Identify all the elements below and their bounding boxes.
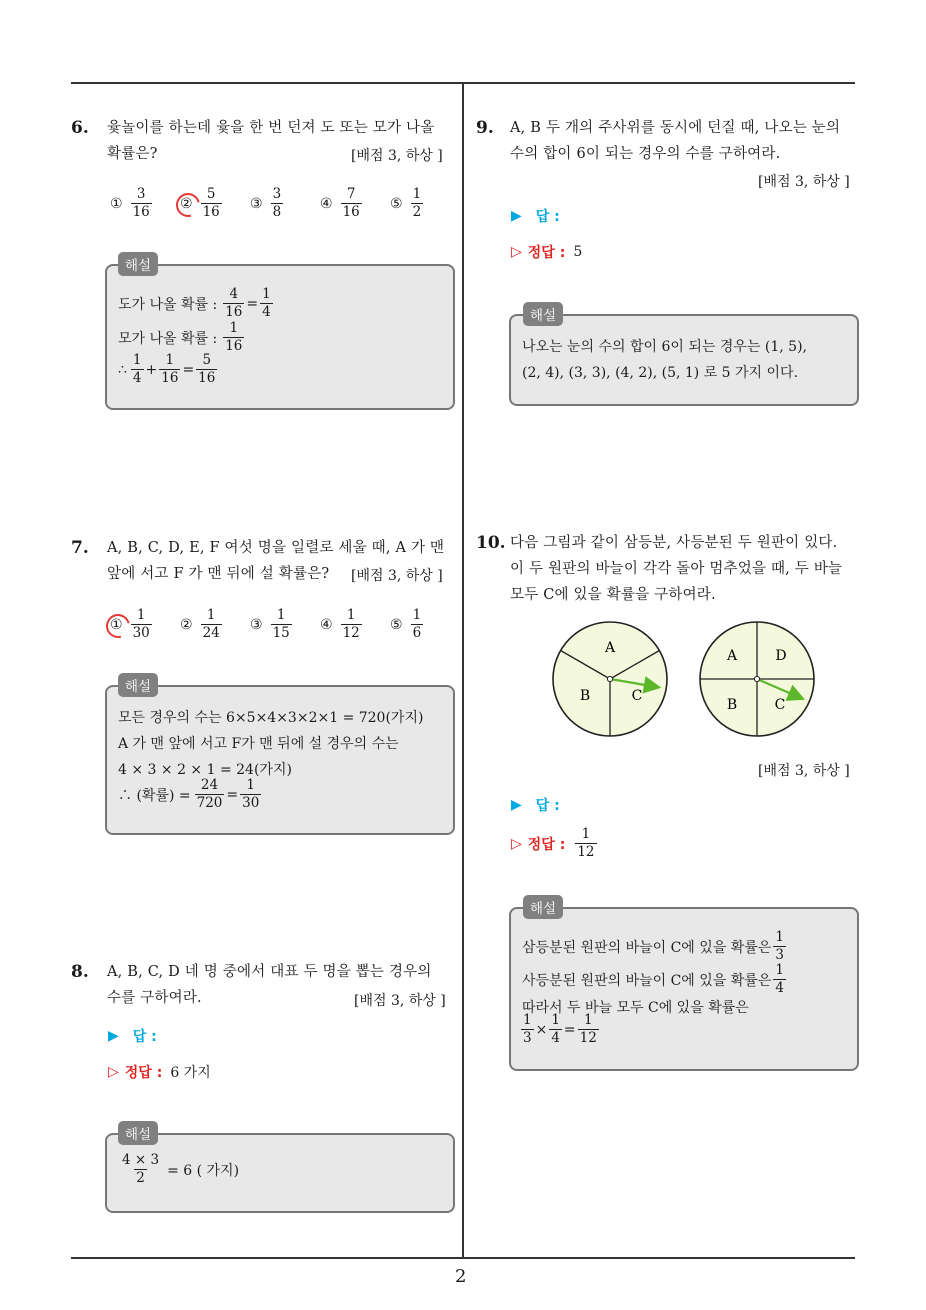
sector-label: C <box>774 697 786 713</box>
question-text: 모두 C에 있을 확률을 구하여라. <box>510 587 716 603</box>
choice-5[interactable]: ⑤ $\frac{1}{2}$ <box>390 186 422 220</box>
explanation-line: 모가 나올 확률 : $\frac{1}{16}$ <box>118 320 243 354</box>
explanation-tag: 해설 <box>523 302 563 326</box>
explanation-line: 4 × 3 × 2 × 1 = 24(가지) <box>118 762 292 778</box>
sector-label: D <box>775 648 787 664</box>
question-text: A, B, C, D 네 명 중에서 대표 두 명을 뽑는 경우의 <box>107 964 432 980</box>
question-text: 이 두 원판의 바늘이 각각 돌아 멈추었을 때, 두 바늘 <box>510 561 843 577</box>
play-outline-icon: ▷ <box>511 835 522 852</box>
question-text: 수의 합이 6이 되는 경우의 수를 구하여라. <box>510 146 781 162</box>
score-label: [배점 3, 하상 ] <box>758 174 850 190</box>
explanation-tag: 해설 <box>118 252 158 276</box>
sector-label: B <box>726 697 738 713</box>
answer-field[interactable]: ▶ 답 : <box>511 208 560 225</box>
score-label: [배점 3, 하상 ] <box>351 148 443 164</box>
play-outline-icon: ▷ <box>108 1064 119 1080</box>
sector-label: A <box>604 640 616 656</box>
question-number: 7. <box>71 538 89 558</box>
answer-field[interactable]: ▶ 답 : <box>108 1028 157 1045</box>
play-icon: ▶ <box>108 1028 119 1044</box>
question-number: 10. <box>476 533 506 553</box>
column-divider <box>462 84 464 1258</box>
choice-1[interactable]: ① $\frac{1}{30}$ <box>110 607 150 641</box>
choice-2[interactable]: ② $\frac{5}{16}$ <box>180 186 220 220</box>
correct-answer: ▷ 정답 : $\frac{1}{12}$ <box>511 826 595 860</box>
play-outline-icon: ▷ <box>511 244 522 260</box>
explanation-line: (2, 4), (3, 3), (4, 2), (5, 1) 로 5 가지 이다. <box>522 365 799 381</box>
play-icon: ▶ <box>511 208 522 224</box>
explanation-line: A 가 맨 앞에 서고 F가 맨 뒤에 설 경우의 수는 <box>118 736 399 752</box>
explanation-line: 모든 경우의 수는 6×5×4×3×2×1 = 720(가지) <box>118 710 424 726</box>
question-number: 6. <box>71 118 89 138</box>
explanation-line: 삼등분된 원판의 바늘이 C에 있을 확률은 $\frac{1}{3}$ <box>522 929 784 963</box>
explanation-line: 도가 나올 확률 : $\frac{4}{16}$ = $\frac{1}{4}$ <box>118 286 271 320</box>
score-label: [배점 3, 하상 ] <box>758 763 850 779</box>
explanation-line: ∴ (확률) = $\frac{24}{720}$ = $\frac{1}{30}$ <box>118 777 260 811</box>
explanation-box <box>509 314 859 406</box>
question-text: 앞에 서고 F 가 맨 뒤에 설 확률은? <box>107 566 330 582</box>
choice-2[interactable]: ② $\frac{1}{24}$ <box>180 607 220 641</box>
explanation-line: $\frac{1}{3}$ × $\frac{1}{4}$ = $\frac{1}{12}$ <box>523 1012 597 1046</box>
correct-answer: ▷ 정답 : 6 가지 <box>108 1064 211 1081</box>
answer-field[interactable]: ▶ 답 : <box>511 797 560 814</box>
spinner-figure <box>550 620 820 740</box>
spinner-thirds <box>553 622 667 736</box>
explanation-tag: 해설 <box>118 673 158 697</box>
choice-1[interactable]: ① $\frac{3}{16}$ <box>110 186 150 220</box>
play-icon: ▶ <box>511 797 522 813</box>
choice-4[interactable]: ④ $\frac{7}{16}$ <box>320 186 360 220</box>
question-number: 8. <box>71 962 89 982</box>
explanation-line: 따라서 두 바늘 모두 C에 있을 확률은 <box>522 1000 749 1016</box>
question-text: 수를 구하여라. <box>107 990 202 1006</box>
explanation-line: ∴ $\frac{1}{4}$ + $\frac{1}{16}$ = $\frac{5}{16}$ <box>118 352 216 386</box>
question-text: 윷놀이를 하는데 윷을 한 번 던져 도 또는 모가 나올 <box>107 120 435 136</box>
question-number: 9. <box>476 118 494 138</box>
spinner-quarters <box>700 622 814 736</box>
sector-label: A <box>726 648 738 664</box>
choice-3[interactable]: ③ $\frac{3}{8}$ <box>250 186 282 220</box>
score-label: [배점 3, 하상 ] <box>351 568 443 584</box>
score-label: [배점 3, 하상 ] <box>354 993 446 1009</box>
choice-5[interactable]: ⑤ $\frac{1}{6}$ <box>390 607 422 641</box>
bottom-rule <box>71 1257 855 1259</box>
explanation-tag: 해설 <box>118 1121 158 1145</box>
choice-4[interactable]: ④ $\frac{1}{12}$ <box>320 607 360 641</box>
explanation-line: $\frac{4 \times 3}{2}$ = 6 ( 가지) <box>122 1152 240 1186</box>
question-text: 다음 그림과 같이 삼등분, 사등분된 두 원판이 있다. <box>510 535 838 551</box>
correct-answer: ▷ 정답 : 5 <box>511 244 583 261</box>
question-text: 확률은? <box>107 146 158 162</box>
explanation-line: 사등분된 원판의 바늘이 C에 있을 확률은 $\frac{1}{4}$ <box>522 962 784 996</box>
sector-label: B <box>579 688 591 704</box>
page-number: 2 <box>455 1266 467 1287</box>
choice-3[interactable]: ③ $\frac{1}{15}$ <box>250 607 290 641</box>
explanation-tag: 해설 <box>523 895 563 919</box>
explanation-line: 나오는 눈의 수의 합이 6이 되는 경우는 (1, 5), <box>522 339 808 355</box>
question-text: A, B, C, D, E, F 여섯 명을 일렬로 세울 때, A 가 맨 <box>107 540 445 556</box>
question-text: A, B 두 개의 주사위를 동시에 던질 때, 나오는 눈의 <box>510 120 841 136</box>
sector-label: C <box>631 688 643 704</box>
